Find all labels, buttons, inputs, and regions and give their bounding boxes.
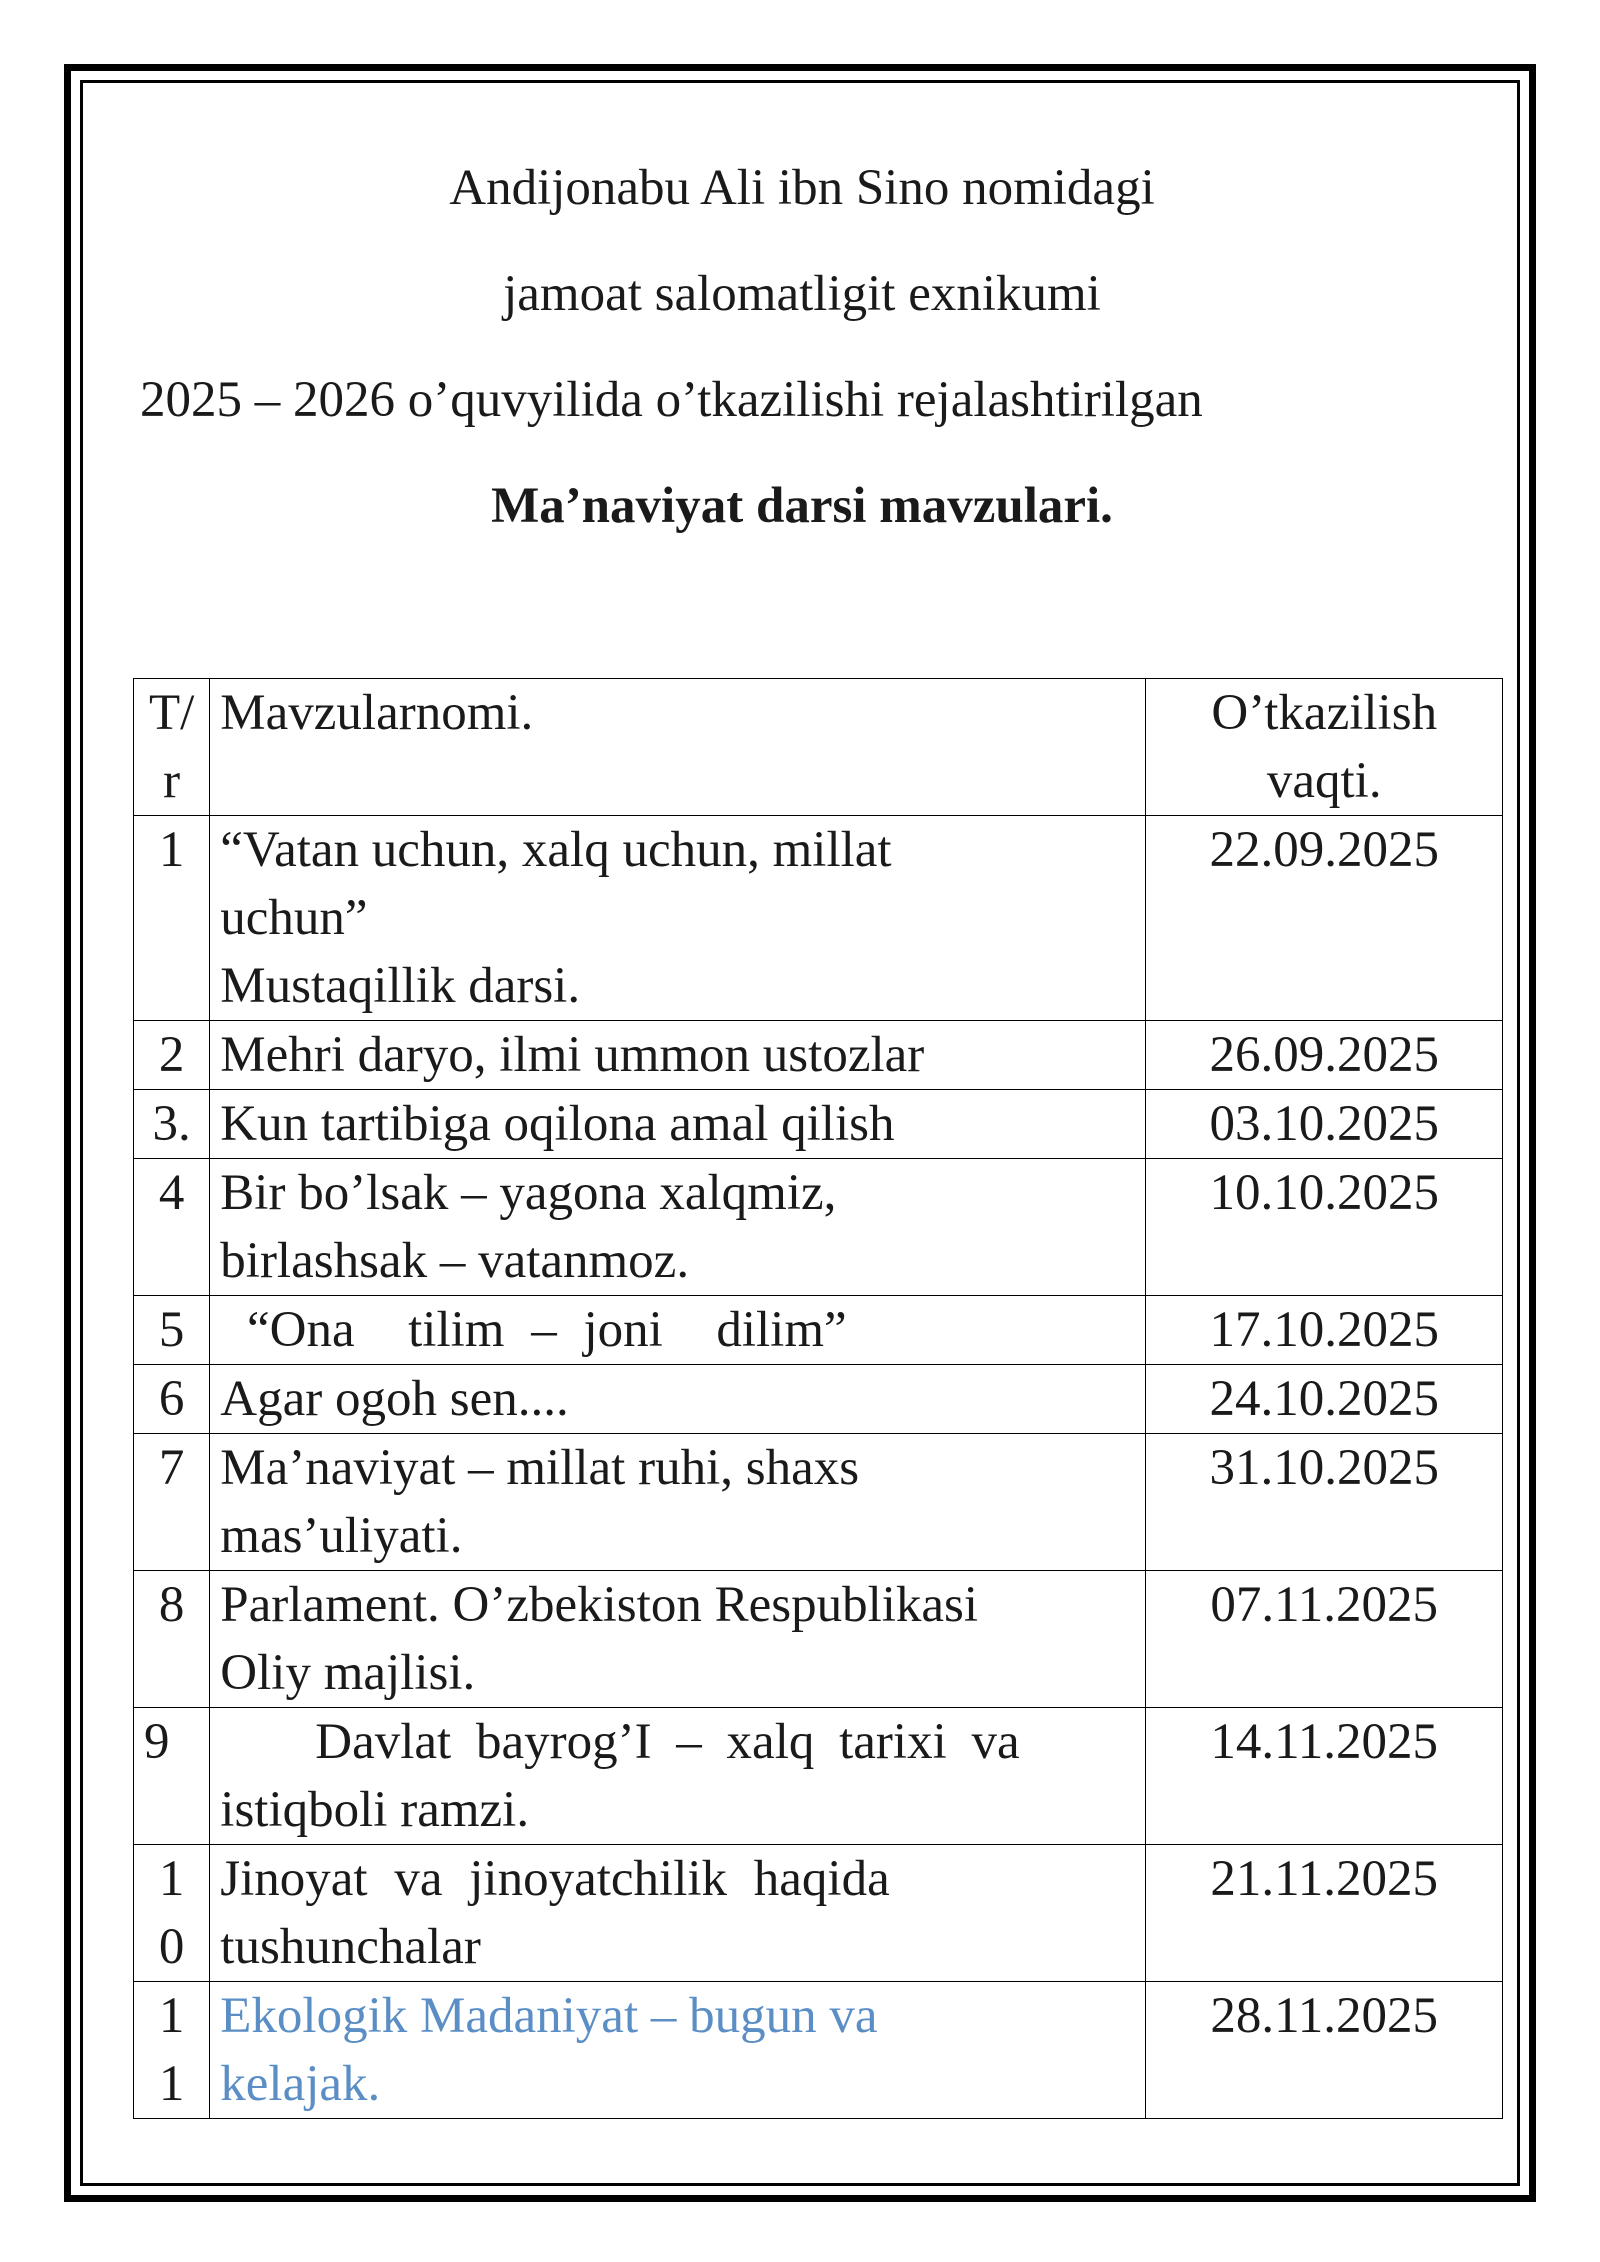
row-topic <box>210 1982 1146 2119</box>
row-topic-line: Agar ogoh sen.... <box>220 1371 569 1427</box>
table-row <box>134 1296 1503 1365</box>
row-topic-line: Mustaqillik darsi. <box>220 958 581 1014</box>
row-number <box>134 1982 210 2119</box>
table-row <box>134 1090 1503 1159</box>
row-number <box>134 1845 210 1982</box>
row-number-text: 7 <box>158 1440 185 1496</box>
row-number-text: 1 <box>158 1988 185 2044</box>
row-date: 21.11.2025 <box>1146 1845 1503 1982</box>
table-row <box>134 1982 1503 2119</box>
header-topic-cell <box>210 679 1146 816</box>
row-topic-line: “Ona tilim – joni dilim” <box>220 1302 847 1358</box>
row-number-text: 3. <box>152 1096 191 1152</box>
row-number-text: 1 <box>158 2056 185 2112</box>
row-topic <box>210 1365 1146 1434</box>
document-header <box>0 148 1600 572</box>
header-year-line: 2025 – 2026 o’quvyilida o’tkazilishi rejalashtirilgan <box>140 372 1203 428</box>
row-topic-line: Davlat bayrog’I – xalq tarixi va <box>315 1714 1020 1770</box>
row-topic <box>210 1296 1146 1365</box>
row-date: 24.10.2025 <box>1146 1365 1503 1434</box>
row-number <box>134 1296 210 1365</box>
row-number <box>134 1434 210 1571</box>
row-topic-line: tushunchalar <box>220 1919 481 1975</box>
header-date-line: O’tkazilish <box>1211 685 1438 741</box>
row-number-text: 4 <box>158 1165 185 1221</box>
header-num-line: T/ <box>148 685 195 741</box>
row-number <box>134 1365 210 1434</box>
row-topic-line: Bir bo’lsak – yagona xalqmiz, <box>220 1165 837 1221</box>
row-topic-line: istiqboli ramzi. <box>220 1782 530 1838</box>
row-topic <box>210 816 1146 1021</box>
table-row <box>134 1708 1503 1845</box>
row-number <box>134 1159 210 1296</box>
table-row <box>134 1434 1503 1571</box>
row-topic <box>210 1571 1146 1708</box>
topics-table <box>133 678 1503 2119</box>
row-number-text: 1 <box>158 1851 185 1907</box>
row-topic <box>210 1090 1146 1159</box>
row-topic-line: Kun tartibiga oqilona amal qilish <box>220 1096 895 1152</box>
row-topic-line: uchun” <box>220 890 368 946</box>
row-topic-line: Oliy majlisi. <box>220 1645 476 1701</box>
row-number-text: 2 <box>158 1027 185 1083</box>
row-topic <box>210 1021 1146 1090</box>
header-topic-label: Mavzularnomi. <box>220 685 534 741</box>
row-number <box>134 816 210 1021</box>
header-num-line: r <box>163 753 181 809</box>
row-topic <box>210 1845 1146 1982</box>
row-number <box>134 1708 210 1845</box>
row-topic-line: Parlament. O’zbekiston Respublikasi <box>220 1577 979 1633</box>
document-title: Ma’naviyat darsi mavzulari. <box>491 478 1113 534</box>
row-date: 07.11.2025 <box>1146 1571 1503 1708</box>
header-institution-line: Andijonabu Ali ibn Sino nomidagi <box>449 160 1155 216</box>
table-row <box>134 1021 1503 1090</box>
row-topic-line: Jinoyat va jinoyatchilik haqida <box>220 1851 890 1907</box>
row-number-text: 9 <box>144 1714 170 1770</box>
row-topic <box>210 1434 1146 1571</box>
row-date: 17.10.2025 <box>1146 1296 1503 1365</box>
row-date: 14.11.2025 <box>1146 1708 1503 1845</box>
table-header-row <box>134 679 1503 816</box>
row-topic-line: birlashsak – vatanmoz. <box>220 1233 690 1289</box>
header-date-cell <box>1146 679 1503 816</box>
table-row <box>134 1571 1503 1708</box>
row-number-text: 5 <box>158 1302 185 1358</box>
table-row <box>134 816 1503 1021</box>
row-number <box>134 1090 210 1159</box>
row-date: 10.10.2025 <box>1146 1159 1503 1296</box>
row-number-text: 8 <box>158 1577 185 1633</box>
row-date: 03.10.2025 <box>1146 1090 1503 1159</box>
row-date: 28.11.2025 <box>1146 1982 1503 2119</box>
row-topic <box>210 1159 1146 1296</box>
row-topic-line: kelajak. <box>220 2056 381 2112</box>
row-number <box>134 1021 210 1090</box>
row-topic-line: Ma’naviyat – millat ruhi, shaxs <box>220 1440 860 1496</box>
table-row <box>134 1365 1503 1434</box>
header-date-line: vaqti. <box>1266 753 1382 809</box>
row-topic-line: Ekologik Madaniyat – bugun va <box>220 1988 878 2044</box>
row-date: 26.09.2025 <box>1146 1021 1503 1090</box>
row-number-text: 0 <box>158 1919 185 1975</box>
row-number <box>134 1571 210 1708</box>
row-date: 31.10.2025 <box>1146 1434 1503 1571</box>
row-topic-line: “Vatan uchun, xalq uchun, millat <box>220 822 892 878</box>
header-institution-line-2: jamoat salomatligit exnikumi <box>503 266 1101 322</box>
row-topic-line: Mehri daryo, ilmi ummon ustozlar <box>220 1027 925 1083</box>
row-number-text: 1 <box>158 822 185 878</box>
row-number-text: 6 <box>158 1371 185 1427</box>
header-num-cell <box>134 679 210 816</box>
table-row <box>134 1159 1503 1296</box>
row-topic-line: mas’uliyati. <box>220 1508 463 1564</box>
row-topic <box>210 1708 1146 1845</box>
table-row <box>134 1845 1503 1982</box>
row-date: 22.09.2025 <box>1146 816 1503 1021</box>
